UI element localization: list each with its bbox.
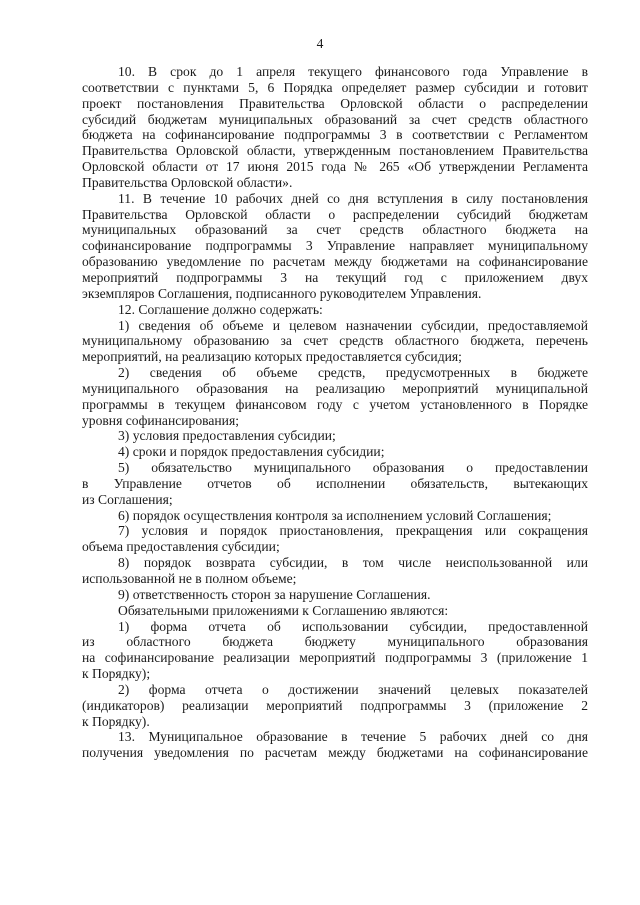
text-line: к Порядку); <box>82 666 151 682</box>
page-number: 4 <box>316 36 324 51</box>
text-line: (индикаторов) реализации мероприятий подпрограммы 3 (приложение 2 <box>82 697 588 713</box>
text-line: 5) обязательство муниципального образования о предоставлении <box>118 460 588 476</box>
text-line: 6) порядок осуществления контроля за исполнением условий Соглашения; <box>118 507 552 523</box>
text-line: мероприятий, на реализацию которых предоставляется субсидия; <box>82 349 462 365</box>
text-line: программы в текущем финансовом году с учетом установленного в Порядке <box>82 396 588 412</box>
text-line: 2) форма отчета о достижении значений целевых показателей <box>118 681 588 697</box>
text-line: 4) сроки и порядок предоставления субсидии; <box>118 444 385 460</box>
text-line: 1) сведения об объеме и целевом назначении субсидии, предоставляемой <box>118 317 588 333</box>
text-line: 10. В срок до 1 апреля текущего финансового года Управление в <box>118 64 588 79</box>
text-line: 8) порядок возврата субсидии, в том числе неиспользованной или <box>118 555 588 571</box>
text-line: муниципальных образований за счет средств областного бюджета на <box>82 222 588 238</box>
text-line: к Порядку). <box>82 713 150 729</box>
text-line: субсидий бюджетам муниципальных образований за счет средств областного <box>82 111 588 127</box>
text-line: Обязательными приложениями к Соглашению являются: <box>118 602 449 618</box>
text-line: из Соглашения; <box>82 491 173 507</box>
text-line: бюджета на софинансирование подпрограммы 3 в соответствии с Регламентом <box>82 127 588 143</box>
text-line: 11. В течение 10 рабочих дней со дня вступления в силу постановления <box>118 190 588 206</box>
text-line: муниципальному образованию за счет средств областного бюджета, перечень <box>82 333 588 349</box>
text-line: объема предоставления субсидии; <box>82 539 280 555</box>
text-line: на софинансирование реализации мероприятий подпрограммы 3 (приложение 1 <box>82 650 588 666</box>
text-line: мероприятий подпрограммы 3 на текущий год с приложением двух <box>82 269 588 285</box>
text-line: в Управление отчетов об исполнении обязательств, вытекающих <box>82 475 588 491</box>
text-line: 12. Соглашение должно содержать: <box>118 301 323 317</box>
text-line: 9) ответственность сторон за нарушение Соглашения. <box>118 586 431 602</box>
text-line: Правительства Орловской области, утвержденным постановлением Правительства <box>82 143 588 159</box>
text-line: экземпляров Соглашения, подписанного руководителем Управления. <box>82 285 482 301</box>
text-line: из областного бюджета бюджету муниципального образования <box>82 634 588 650</box>
text-line: проект постановления Правительства Орловской области о распределении <box>82 95 588 111</box>
text-line: 1) форма отчета об использовании субсидии, предоставленной <box>118 618 588 634</box>
text-line: 3) условия предоставления субсидии; <box>118 428 336 444</box>
text-line: Орловской области от 17 июня 2015 года № 265 «Об утверждении Регламента <box>82 159 588 175</box>
text-line: 7) условия и порядок приостановления, прекращения или сокращения <box>118 523 588 539</box>
text-line: 13. Муниципальное образование в течение 5 рабочих дней со дня <box>118 729 588 745</box>
text-line: использованной не в полном объеме; <box>82 571 297 586</box>
text-line: Правительства Орловской области». <box>82 174 293 190</box>
text-line: соответствии с пунктами 5, 6 Порядка определяет размер субсидии и готовит <box>82 79 588 95</box>
text-line: софинансирование подпрограммы 3 Управление направляет муниципальному <box>82 238 588 254</box>
text-line: образованию уведомление по расчетам между бюджетами на софинансирование <box>82 254 588 270</box>
document-body <box>82 64 588 761</box>
text-line: Правительства Орловской области о распределении субсидий бюджетам <box>82 206 588 222</box>
text-line: муниципального образования на реализацию мероприятий муниципальной <box>82 380 588 396</box>
text-line: 2) сведения об объеме средств, предусмотренных в бюджете <box>118 365 588 381</box>
text-line: уровня софинансирования; <box>82 412 239 428</box>
text-line: получения уведомления по расчетам между бюджетами на софинансирование <box>82 745 588 761</box>
